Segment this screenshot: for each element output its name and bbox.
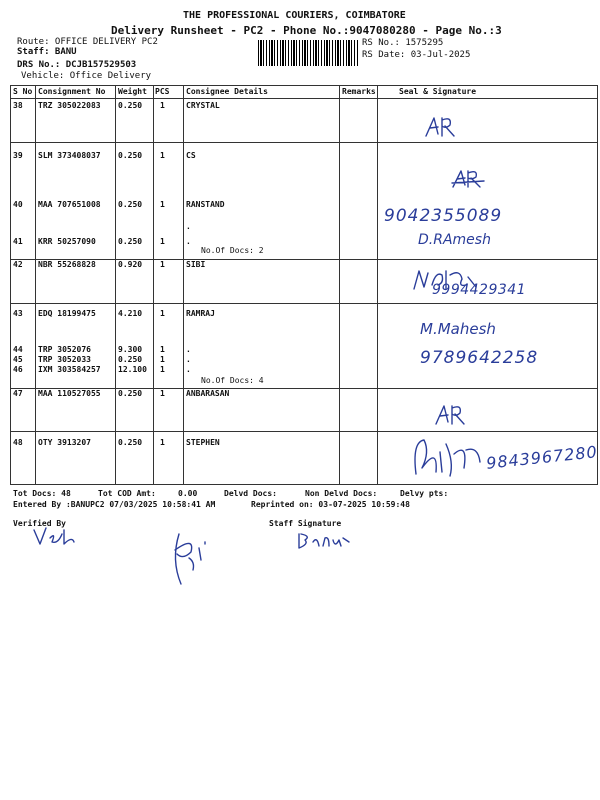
col-consignee: Consignee Details	[186, 87, 268, 96]
table-cell: NBR 55268828	[38, 260, 96, 269]
table-cell: 1	[160, 200, 165, 209]
table-cell: 0.250	[118, 237, 143, 246]
total-cod-value: 0.00	[178, 489, 198, 498]
docs-count-note: No.Of Docs: 2	[201, 246, 264, 255]
table-cell: RANSTAND	[186, 200, 225, 209]
table-row: 44	[13, 345, 23, 354]
table-cell: 9.300	[118, 345, 143, 354]
total-docs: Tot Docs: 48	[13, 489, 71, 498]
company-name: THE PROFESSIONAL COURIERS, COIMBATORE	[183, 10, 406, 21]
signature-38	[420, 112, 460, 142]
docs-count-note: No.Of Docs: 4	[201, 376, 264, 385]
table-row: 40	[13, 200, 23, 209]
table-cell: SIBI	[186, 260, 206, 269]
table-cell: 1	[160, 389, 165, 398]
table-cell: 0.250	[118, 151, 143, 160]
table-row: 45	[13, 355, 23, 364]
table-cell: 1	[160, 237, 165, 246]
table-row: 41	[13, 237, 23, 246]
handwritten-phone: 9789642258	[420, 348, 539, 368]
table-cell: 0.250	[118, 355, 143, 364]
rs-date: RS Date: 03-Jul-2025	[362, 50, 471, 60]
table-row: 43	[13, 309, 23, 318]
table-cell: 1	[160, 365, 165, 374]
table-cell: EDQ 18199475	[38, 309, 96, 318]
col-weight: Weight	[118, 87, 147, 96]
table-row: 42	[13, 260, 23, 269]
staff-signature-label: Staff Signature	[269, 519, 342, 528]
reprinted-on: Reprinted on: 03-07-2025 10:59:48	[251, 500, 410, 509]
vehicle-label: Vehicle: Office Delivery	[21, 71, 152, 81]
table-cell: 1	[160, 309, 165, 318]
handwritten-phone: 9843967280	[485, 442, 599, 473]
signature-47	[430, 400, 470, 430]
staff-signature	[295, 530, 355, 552]
route-label: Route: OFFICE DELIVERY PC2	[17, 37, 158, 47]
table-cell: .	[186, 355, 191, 364]
table-cell: 1	[160, 345, 165, 354]
table-cell: RAMRAJ	[186, 309, 215, 318]
col-seal: Seal & Signature	[399, 87, 477, 96]
total-cod-label: Tot COD Amt:	[98, 489, 156, 498]
entered-by: Entered By :BANUPC2 07/03/2025 10:58:41 AM	[13, 500, 216, 509]
col-pcs: PCS	[155, 87, 170, 96]
col-consignment: Consignment No	[38, 87, 106, 96]
verified-by-label: Verified By	[13, 519, 66, 528]
table-cell: MAA 707651008	[38, 200, 101, 209]
delivery-points: Delvy pts:	[400, 489, 449, 498]
drs-number: DRS No.: DCJB157529503	[17, 60, 137, 70]
handwritten-name: M.Mahesh	[420, 320, 496, 338]
table-row: 38	[13, 101, 23, 110]
non-delivered-docs: Non Delvd Docs:	[305, 489, 378, 498]
barcode	[258, 40, 358, 66]
table-cell: TRZ 305022083	[38, 101, 101, 110]
table-cell: CS	[186, 151, 196, 160]
table-cell: ANBARASAN	[186, 389, 230, 398]
table-cell: SLM 373408037	[38, 151, 101, 160]
table-cell: 0.250	[118, 389, 143, 398]
col-sno: S No	[13, 87, 33, 96]
table-cell: 1	[160, 355, 165, 364]
table-cell: 0.250	[118, 438, 143, 447]
table-cell: IXM 303584257	[38, 365, 101, 374]
table-cell: OTY 3913207	[38, 438, 91, 447]
staff-label: Staff: BANU	[17, 47, 77, 57]
table-cell: KRR 50257090	[38, 237, 96, 246]
signature-48	[408, 432, 488, 482]
table-cell: 0.920	[118, 260, 143, 269]
table-cell: .	[186, 345, 191, 354]
signature-39	[448, 165, 488, 193]
table-cell: .	[186, 237, 191, 246]
table-cell: MAA 110527055	[38, 389, 101, 398]
table-cell: 1	[160, 101, 165, 110]
handwritten-phone: 9994429341	[432, 282, 527, 298]
table-cell: STEPHEN	[186, 438, 220, 447]
col-remarks: Remarks	[342, 87, 376, 96]
runsheet-title: Delivery Runsheet - PC2 - Phone No.:9047080280 - Page No.:3	[111, 24, 502, 37]
verifier-signature	[30, 524, 80, 550]
handwritten-phone: 9042355089	[384, 206, 503, 226]
table-cell: 1	[160, 151, 165, 160]
table-cell: 0.250	[118, 200, 143, 209]
table-row: 39	[13, 151, 23, 160]
table-cell: TRP 3052076	[38, 345, 91, 354]
table-cell: 1	[160, 260, 165, 269]
table-cell: 12.100	[118, 365, 147, 374]
delivered-docs: Delvd Docs:	[224, 489, 277, 498]
table-cell: TRP 3052033	[38, 355, 91, 364]
table-row: 48	[13, 438, 23, 447]
table-cell: .	[186, 222, 191, 231]
rs-number: RS No.: 1575295	[362, 38, 444, 48]
handwritten-name: D.RAmesh	[418, 232, 491, 248]
table-row: 46	[13, 365, 23, 374]
approver-signature	[165, 530, 215, 590]
table-cell: CRYSTAL	[186, 101, 220, 110]
table-cell: 4.210	[118, 309, 143, 318]
table-cell: 1	[160, 438, 165, 447]
table-cell: .	[186, 365, 191, 374]
table-row: 47	[13, 389, 23, 398]
table-cell: 0.250	[118, 101, 143, 110]
